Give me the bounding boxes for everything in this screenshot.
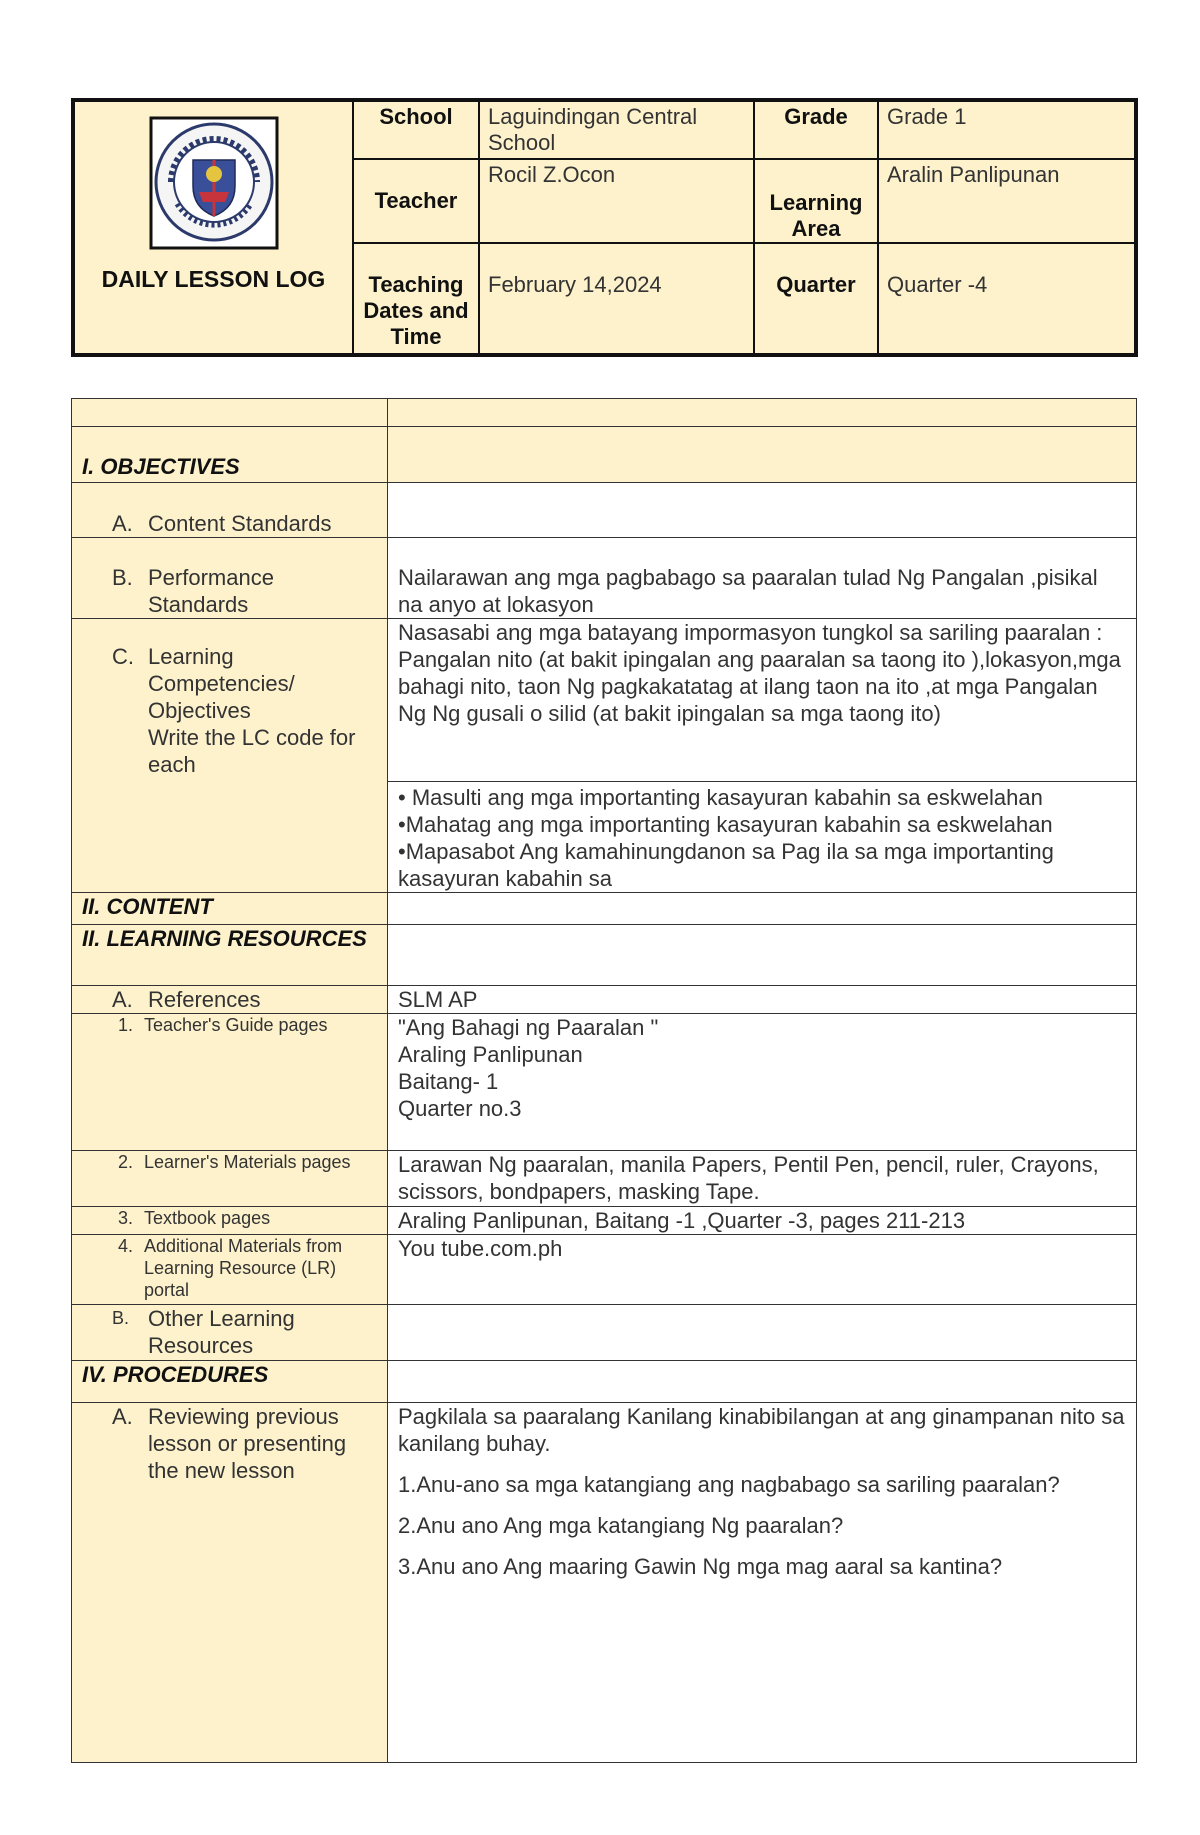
teachers-guide-label: Teacher's Guide pages xyxy=(144,1015,328,1035)
other-resources-value xyxy=(388,1305,1137,1361)
list-item: • Masulti ang mga importanting kasayuran kabahin sa eskwelahan xyxy=(398,785,1043,810)
learning-resources-row xyxy=(72,925,388,986)
performance-standards-row xyxy=(72,538,388,619)
dates-value: February 14,2024 xyxy=(479,243,754,355)
deped-seal-icon xyxy=(149,116,279,250)
logo-cell xyxy=(73,100,353,355)
content-standards-label: Content Standards xyxy=(148,511,332,536)
textbook-row xyxy=(72,1207,388,1235)
procedures-row xyxy=(72,1361,388,1403)
row-marker: 2. xyxy=(118,1152,134,1172)
learners-materials-value: Larawan Ng paaralan, manila Papers, Pentil Pen, pencil, ruler, Crayons, scissors, bondpapers, masking Tape. xyxy=(388,1151,1137,1207)
teachers-guide-value xyxy=(388,1014,1137,1151)
row-marker: A. xyxy=(112,1404,133,1429)
question-2: 2.Anu ano Ang mga katangiang Ng paaralan? xyxy=(398,1513,844,1538)
reviewing-intro: Pagkilala sa paaralang Kanilang kinabibilangan at ang ginampanan nito sa kanilang buhay. xyxy=(398,1404,1125,1456)
row-marker: B. xyxy=(112,1308,130,1328)
header-table xyxy=(71,98,1138,357)
performance-standards-value: Nailarawan ang mga pagbabago sa paaralan tulad Ng Pangalan ,pisikal na anyo at lokasyon xyxy=(388,538,1137,619)
procedures-heading: IV. PROCEDURES xyxy=(82,1362,269,1387)
textbook-label: Textbook pages xyxy=(144,1208,271,1228)
performance-standards-label: Performance Standards xyxy=(148,565,274,617)
content-heading: II. CONTENT xyxy=(82,894,213,919)
list-item: •Mahatag ang mga importanting kasayuran kabahin sa eskwelahan xyxy=(398,812,1053,837)
learners-materials-row xyxy=(72,1151,388,1207)
row-marker: 4. xyxy=(118,1236,134,1256)
row-marker: B. xyxy=(112,565,133,590)
learning-competencies-value: Nasasabi ang mga batayang impormasyon tungkol sa sariling paaralan : Pangalan nito (at bakit ipingalan ang paaralan sa taong ito ),lokasyon,mga bahagi nito, taon Ng pagkakatatag at ilang taon na ito ,at mga Pangalan Ng Ng gusali o silid (at bakit ipingalan sa mga taong ito) xyxy=(388,619,1137,782)
grade-label: Grade xyxy=(754,100,878,159)
reviewing-value xyxy=(388,1403,1137,1763)
content-standards-value xyxy=(388,483,1137,538)
learning-resources-heading: II. LEARNING RESOURCES xyxy=(82,926,367,951)
textbook-value: Araling Panlipunan, Baitang -1 ,Quarter -3, pages 211-213 xyxy=(388,1207,1137,1235)
row-marker: A. xyxy=(112,511,133,536)
list-item: "Ang Bahagi ng Paaralan " xyxy=(398,1015,659,1040)
blank-header-right xyxy=(388,399,1137,427)
content-value xyxy=(388,893,1137,925)
row-marker: 1. xyxy=(118,1015,134,1035)
objectives-right xyxy=(388,427,1137,483)
content-row xyxy=(72,893,388,925)
teachers-guide-row xyxy=(72,1014,388,1151)
learning-competencies-row xyxy=(72,619,388,893)
learning-resources-value xyxy=(388,925,1137,986)
additional-materials-label: Additional Materials from Learning Resource (LR) portal xyxy=(144,1236,343,1300)
list-item: Baitang- 1 xyxy=(398,1069,499,1094)
list-item: •Mapasabot Ang kamahinungdanon sa Pag ila sa mga importanting kasayuran kabahin sa xyxy=(398,839,1054,891)
objective-bullets xyxy=(388,782,1137,893)
row-marker: 3. xyxy=(118,1208,134,1228)
school-label: School xyxy=(353,100,479,159)
other-resources-row xyxy=(72,1305,388,1361)
learning-area-value: Aralin Panlipunan xyxy=(878,159,1136,243)
additional-materials-value: You tube.com.ph xyxy=(388,1235,1137,1305)
content-standards-row xyxy=(72,483,388,538)
references-row xyxy=(72,986,388,1014)
question-3: 3.Anu ano Ang maaring Gawin Ng mga mag aaral sa kantina? xyxy=(398,1554,1003,1579)
objectives-heading: I. OBJECTIVES xyxy=(82,454,240,479)
dates-label: Teaching Dates and Time xyxy=(353,243,479,355)
learning-competencies-note: Write the LC code for each xyxy=(148,725,356,777)
teacher-value: Rocil Z.Ocon xyxy=(479,159,754,243)
list-item: Araling Panlipunan xyxy=(398,1042,583,1067)
reviewing-row xyxy=(72,1403,388,1763)
reviewing-label: Reviewing previous lesson or presenting the new lesson xyxy=(148,1404,347,1483)
grade-value: Grade 1 xyxy=(878,100,1136,159)
list-item: Quarter no.3 xyxy=(398,1096,522,1121)
objectives-row xyxy=(72,427,388,483)
references-label: References xyxy=(148,987,261,1012)
blank-header-left xyxy=(72,399,388,427)
procedures-value xyxy=(388,1361,1137,1403)
quarter-label: Quarter xyxy=(754,243,878,355)
row-marker: C. xyxy=(112,644,134,669)
references-value: SLM AP xyxy=(388,986,1137,1014)
teacher-label: Teacher xyxy=(353,159,479,243)
row-marker: A. xyxy=(112,987,133,1012)
learning-area-label: Learning Area xyxy=(754,159,878,243)
quarter-value: Quarter -4 xyxy=(878,243,1136,355)
learners-materials-label: Learner's Materials pages xyxy=(144,1152,351,1172)
additional-materials-row xyxy=(72,1235,388,1305)
school-value: Laguindingan Central School xyxy=(479,100,754,159)
page-title: DAILY LESSON LOG xyxy=(101,266,326,292)
other-resources-label: Other Learning Resources xyxy=(148,1306,295,1358)
lesson-table xyxy=(71,398,1137,1763)
question-1: 1.Anu-ano sa mga katangiang ang nagbabago sa sariling paaralan? xyxy=(398,1472,1060,1497)
learning-competencies-label: Learning Competencies/ Objectives xyxy=(148,644,295,723)
